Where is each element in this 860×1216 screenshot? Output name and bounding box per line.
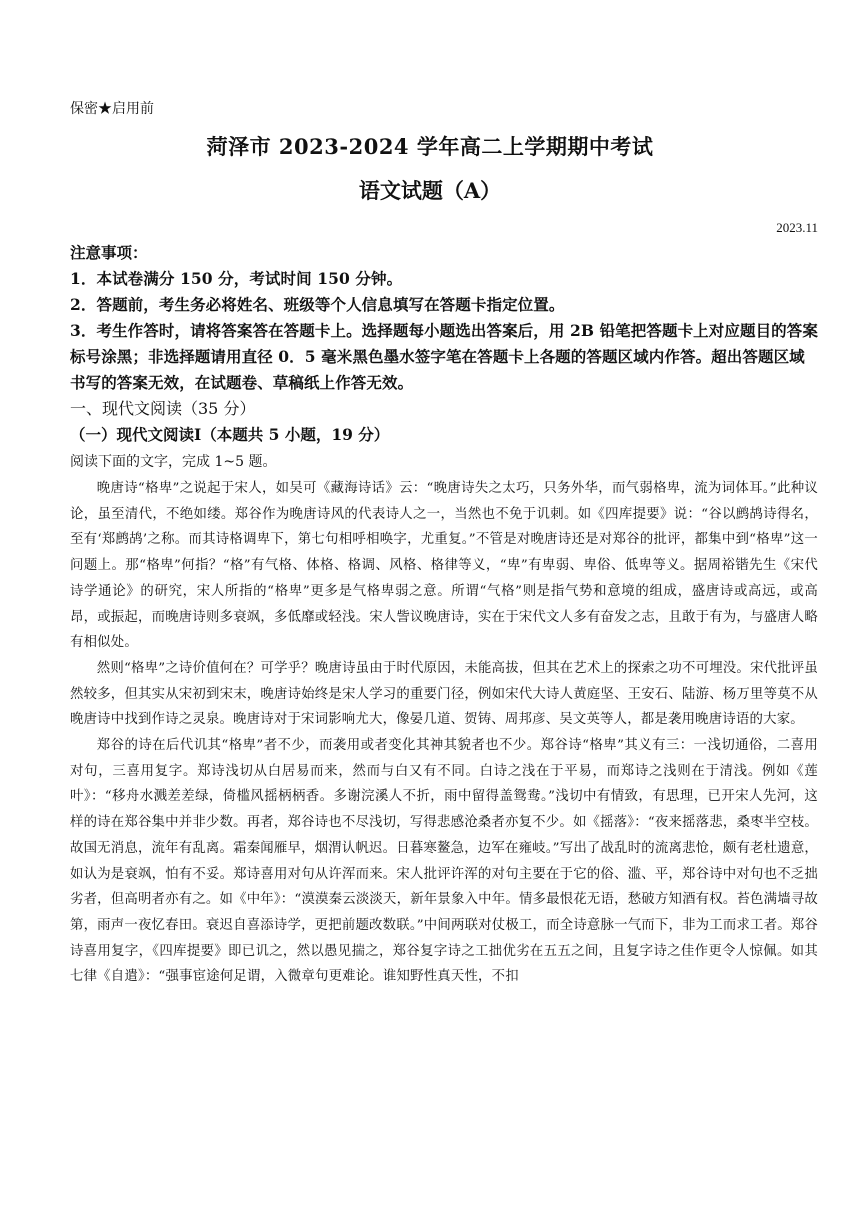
exam-content xyxy=(70,240,818,990)
section-heading: 一、现代文阅读（35 分） xyxy=(70,399,256,418)
notice-item: 2．答题前，考生务必将姓名、班级等个人信息填写在答题卡指定位置。 xyxy=(70,295,565,314)
exam-title: 菏泽市 2023-2024 学年高二上学期期中考试 xyxy=(206,134,654,159)
notice-item: 1．本试卷满分 150 分，考试时间 150 分钟。 xyxy=(70,269,403,288)
confidential-label: 保密★启用前 xyxy=(70,101,154,117)
reading-passage xyxy=(70,476,818,990)
notice-item: 3．考生作答时，请将答案答在答题卡上。选择题每小题选出答案后，用 2B 铅笔把答题卡上对应题目的答案标号涂黑；非选择题请用直径 0．5 毫米黑色墨水签字笔在答题卡上各题的答题区域内作答。超出答题区域书写的答案无效，在试题卷、草稿纸上作答无效。 xyxy=(70,321,818,392)
passage-paragraph: 然则“格卑”之诗价值何在？可学乎？晚唐诗虽由于时代原因，未能高拔，但其在艺术上的探索之功不可埋没。宋代批评虽然较多，但其实从宋初到宋末，晚唐诗始终是宋人学习的重要门径，例如宋代大诗人黄庭坚、王安石、陆游、杨万里等莫不从晚唐诗中找到作诗之灵泉。晚唐诗对于宋词影响尤大，像晏几道、贺铸、周邦彦、吴文英等人，都是袭用晚唐诗语的大家。 xyxy=(70,660,818,728)
passage-paragraph: 郑谷的诗在后代讥其“格卑”者不少，而袭用或者变化其神其貌者也不少。郑谷诗“格卑”其义有三：一浅切通俗，二喜用对句，三喜用复字。郑诗浅切从白居易而来，然而与白又有不同。白诗之浅在于平易，而郑诗之浅则在于清浅。例如《莲叶》：“移舟水溅差差绿，倚槛风摇柄柄香。多谢浣溪人不折，雨中留得盖鸳鸯。”浅切中有情致，有思理，已开宋人先河，这样的诗在郑谷集中并非少数。再者，郑谷诗也不尽浅切，写得悲感沧桑者亦复不少。如《摇落》：“夜来摇落悲，桑枣半空枝。故国无消息，流年有乱离。霜秦闻雁早，烟渭认帆迟。日暮寒鳌急，边军在雍岐。”写出了战乱时的流离悲怆，颇有老杜遗意，如认为是衰飒，怕有不妥。郑诗喜用对句从许浑而来。宋人批评许浑的对句主要在于它的俗、滥、平，郑谷诗中对句也不乏拙劣者，但高明者亦有之。如《中年》：“漠漠秦云淡淡天，新年景象入中年。情多最恨花无语，愁破方知酒有权。苔色满墙寻故第，雨声一夜忆春田。衰迟自喜添诗学，更把前题改数联。”中间两联对仗极工，而全诗意脉一气而下，非为工而求工者。郑谷诗喜用复字，《四库提要》即已讥之，然以愚见揣之，郑谷复字诗之工拙优劣在五五之间，且复字诗之佳作更令人惊佩。如其七律《自遣》：“强事宦途何足谓，入微章句更难论。谁知野性真天性，不扣 xyxy=(70,738,818,985)
reading-instruction: 阅读下面的文字，完成 1~5 题。 xyxy=(70,454,277,470)
exam-subtitle: 语文试题（A） xyxy=(358,178,502,203)
notice-block xyxy=(70,240,818,396)
subsection-heading: （一）现代文阅读Ⅰ（本题共 5 小题，19 分） xyxy=(70,425,390,444)
notice-heading: 注意事项： xyxy=(70,243,148,262)
exam-date: 2023.11 xyxy=(776,220,818,235)
passage-paragraph: 晚唐诗“格卑”之说起于宋人，如吴可《藏海诗话》云：“晚唐诗失之太巧，只务外华，而气弱格卑，流为词体耳。”此种议论，虽至清代，不绝如缕。郑谷作为晚唐诗风的代表诗人之一，当然也不免于讥刺。如《四库提要》说：“谷以鹧鸪诗得名，至有‘郑鹧鸪’之称。而其诗格调卑下，第七句相呼相唤字，尤重复。”不管是对晚唐诗还是对郑谷的批评，都集中到“格卑”这一问题上。那“格卑”何指？“格”有气格、体格、格调、风格、格律等义，“卑”有卑弱、卑俗、低卑等义。据周裕锴先生《宋代诗学通论》的研究，宋人所指的“格卑”更多是气格卑弱之意。所谓“气格”则是指气势和意境的组成，盛唐诗或高远，或高昂，或振起，而晚唐诗则多衰飒，多低靡或轻浅。宋人訾议晚唐诗，实在于宋代文人多有奋发之志，且敢于有为，与盛唐人略有相似处。 xyxy=(70,481,818,651)
